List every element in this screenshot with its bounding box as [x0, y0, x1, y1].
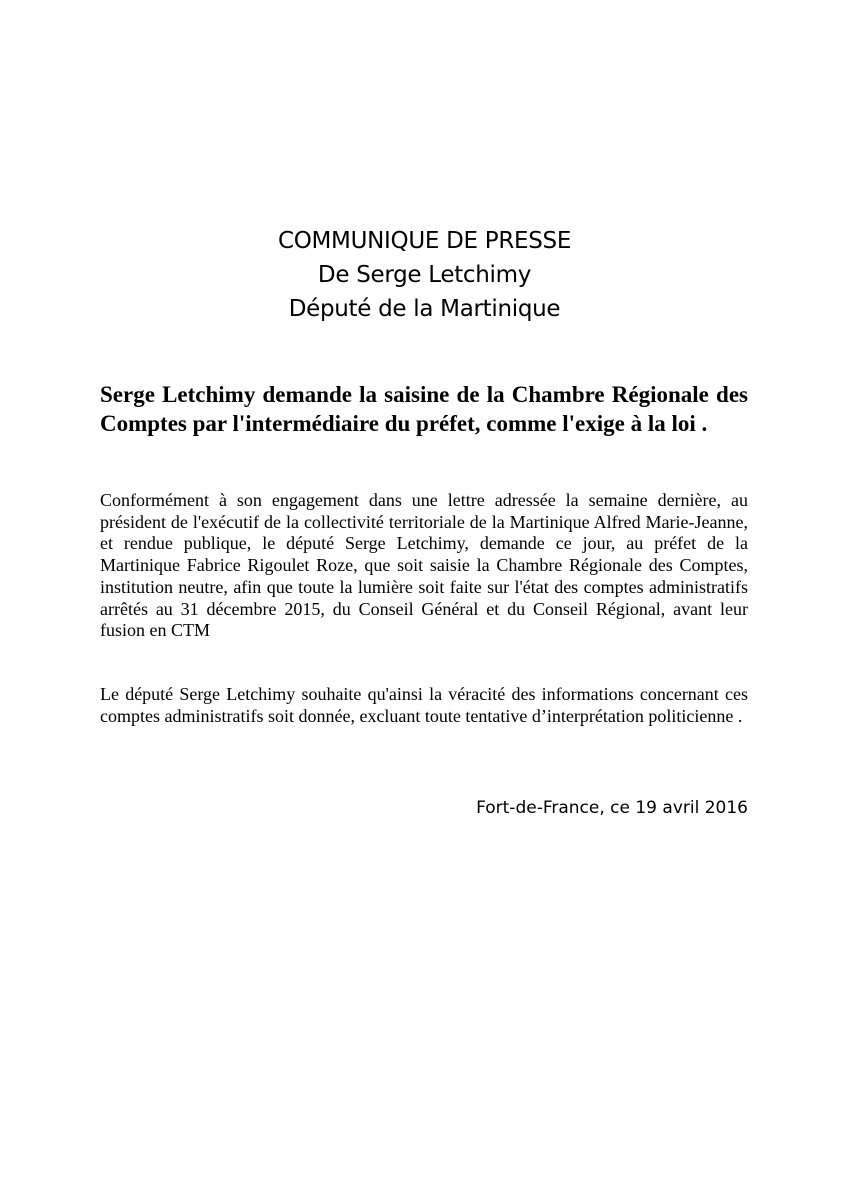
body-paragraph-1: Conformément à son engagement dans une lettre adressée la semaine dernière, au président de l'exécutif de la collectivité territoriale de la Martinique Alfred Marie-Jeanne, et rendue publique, le député Serge Letchimy, demande ce jour, au préfet de la Martinique Fabrice Rigoulet Roze, que soit saisie la Chambre Régionale des Comptes, institution neutre, afin que toute la lumière soit faite sur l'état des comptes administratifs arrêtés au 31 décembre 2015, du Conseil Général et du Conseil Régional, avant leur fusion en CTM: [100, 490, 748, 641]
place-and-date: Fort-de-France, ce 19 avril 2016: [476, 798, 748, 818]
header-title: COMMUNIQUE DE PRESSE: [277, 228, 572, 254]
press-release-header: [0, 224, 849, 326]
body-paragraph-2: Le député Serge Letchimy souhaite qu'ainsi la véracité des informations concernant ces comptes administratifs soit donnée, excluant toute tentative d’interprétation politicienne .: [100, 684, 748, 726]
headline: Serge Letchimy demande la saisine de la Chambre Régionale des Comptes par l'intermédiaire du préfet, comme l'exige à la loi .: [100, 382, 748, 436]
header-author: De Serge Letchimy: [317, 262, 532, 288]
header-role: Député de la Martinique: [288, 296, 561, 322]
